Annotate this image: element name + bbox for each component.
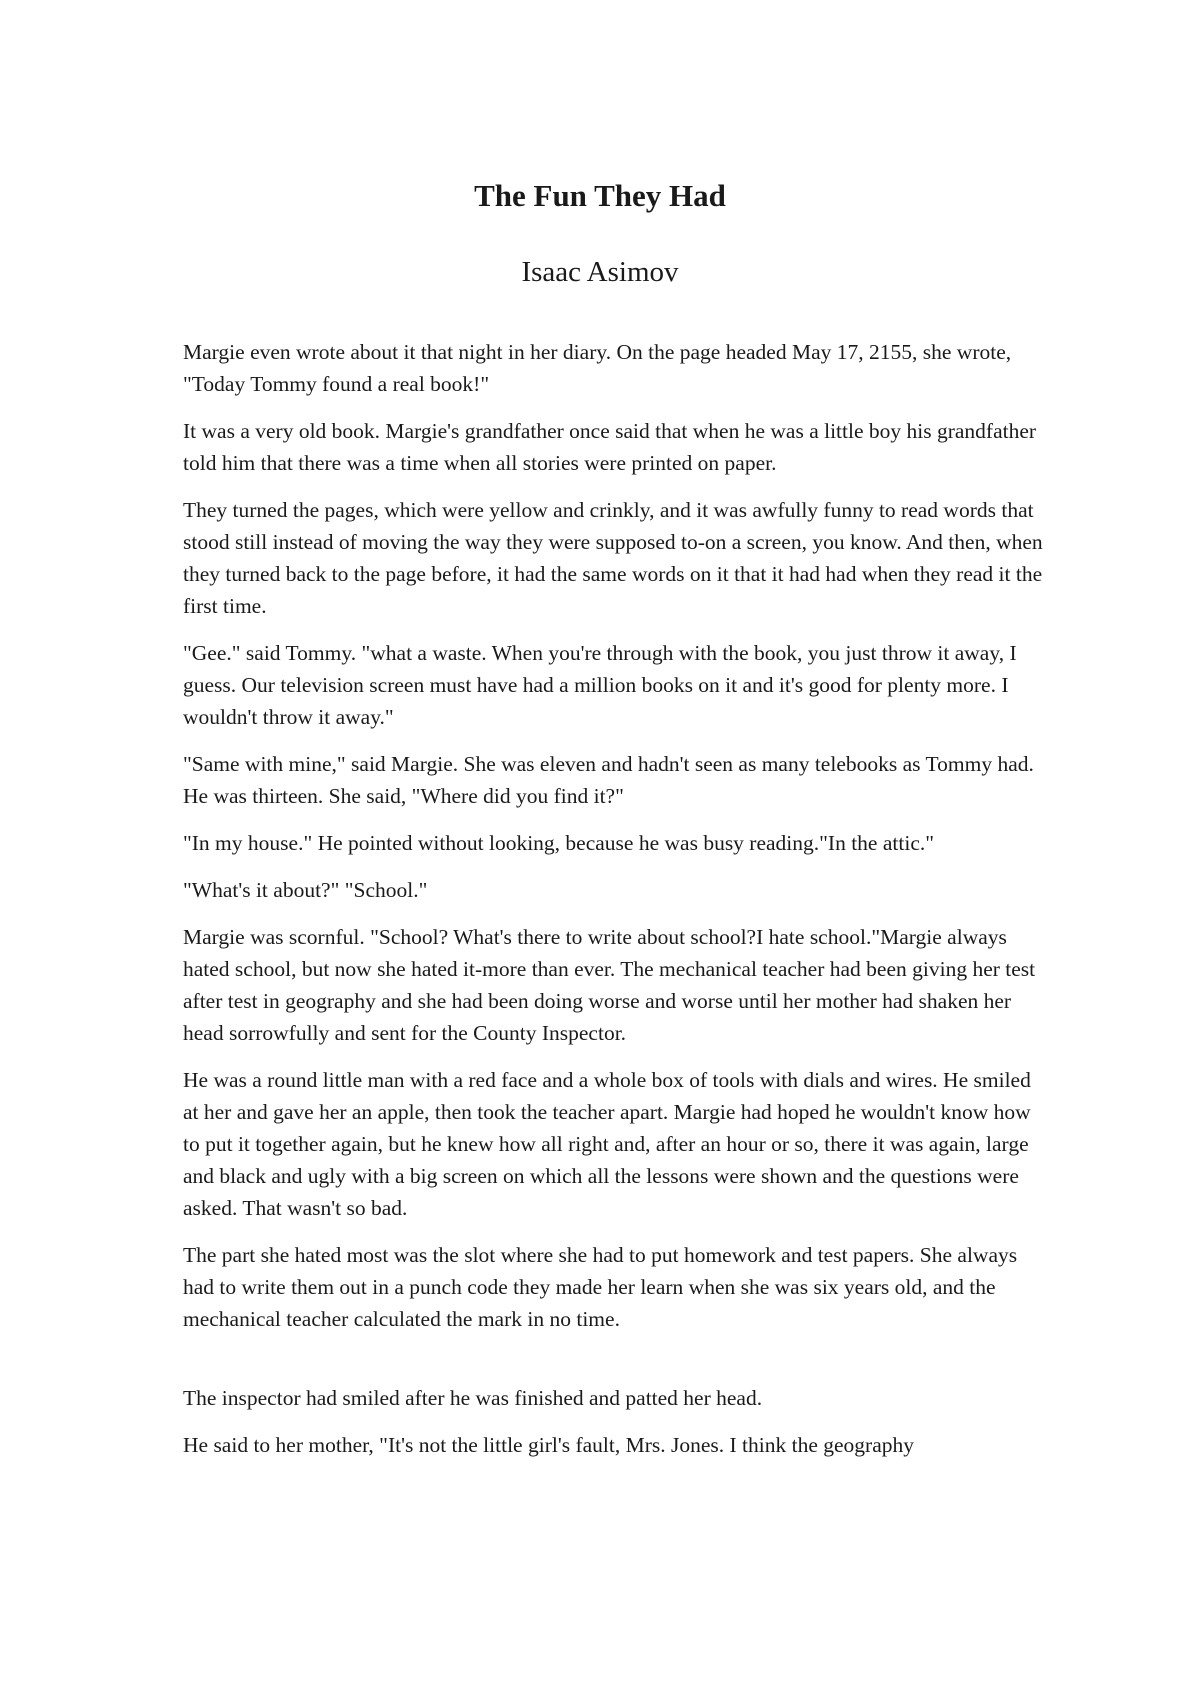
paragraph: It was a very old book. Margie's grandfather once said that when he was a little boy his grandfather told him that there was a time when all stories were printed on paper. bbox=[183, 419, 1037, 475]
paragraph: "In my house." He pointed without looking, because he was busy reading."In the attic." bbox=[183, 831, 935, 855]
document-title: The Fun They Had bbox=[474, 178, 726, 213]
paragraph: "What's it about?" "School." bbox=[183, 878, 428, 902]
paragraph: He said to her mother, "It's not the little girl's fault, Mrs. Jones. I think the geography bbox=[183, 1433, 914, 1457]
document-body bbox=[183, 336, 1043, 1476]
paragraph: "Same with mine," said Margie. She was eleven and hadn't seen as many telebooks as Tommy had. He was thirteen. She said, "Where did you find it?" bbox=[183, 752, 1034, 808]
paragraph: The inspector had smiled after he was finished and patted her head. bbox=[183, 1386, 763, 1410]
paragraph: The part she hated most was the slot where she had to put homework and test papers. She always had to write them out in a punch code they made her learn when she was six years old, and the mechanical teacher calculated the mark in no time. bbox=[183, 1243, 1018, 1331]
paragraph: He was a round little man with a red face and a whole box of tools with dials and wires. He smiled at her and gave her an apple, then took the teacher apart. Margie had hoped he wouldn't know how to put it together again, but he knew how all right and, after an hour or so, there it was again, large and black and ugly with a big screen on which all the lessons were shown and the questions were asked. That wasn't so bad. bbox=[183, 1068, 1031, 1220]
document-author: Isaac Asimov bbox=[521, 256, 679, 288]
paragraph: Margie even wrote about it that night in her diary. On the page headed May 17, 2155, she wrote, "Today Tommy found a real book!" bbox=[183, 340, 1012, 396]
paragraph: Margie was scornful. "School? What's there to write about school?I hate school."Margie always hated school, but now she hated it-more than ever. The mechanical teacher had been giving her test after test in geography and she had been doing worse and worse until her mother had shaken her head sorrowfully and sent for the County Inspector. bbox=[183, 925, 1036, 1045]
paragraph: "Gee." said Tommy. "what a waste. When you're through with the book, you just throw it away, I guess. Our television screen must have had a million books on it and it's good for plenty more. I wouldn't throw it away." bbox=[183, 641, 1017, 729]
paragraph: They turned the pages, which were yellow and crinkly, and it was awfully funny to read words that stood still instead of moving the way they were supposed to-on a screen, you know. And then, when they turned back to the page before, it had the same words on it that it had had when they read it the first time. bbox=[183, 498, 1043, 618]
